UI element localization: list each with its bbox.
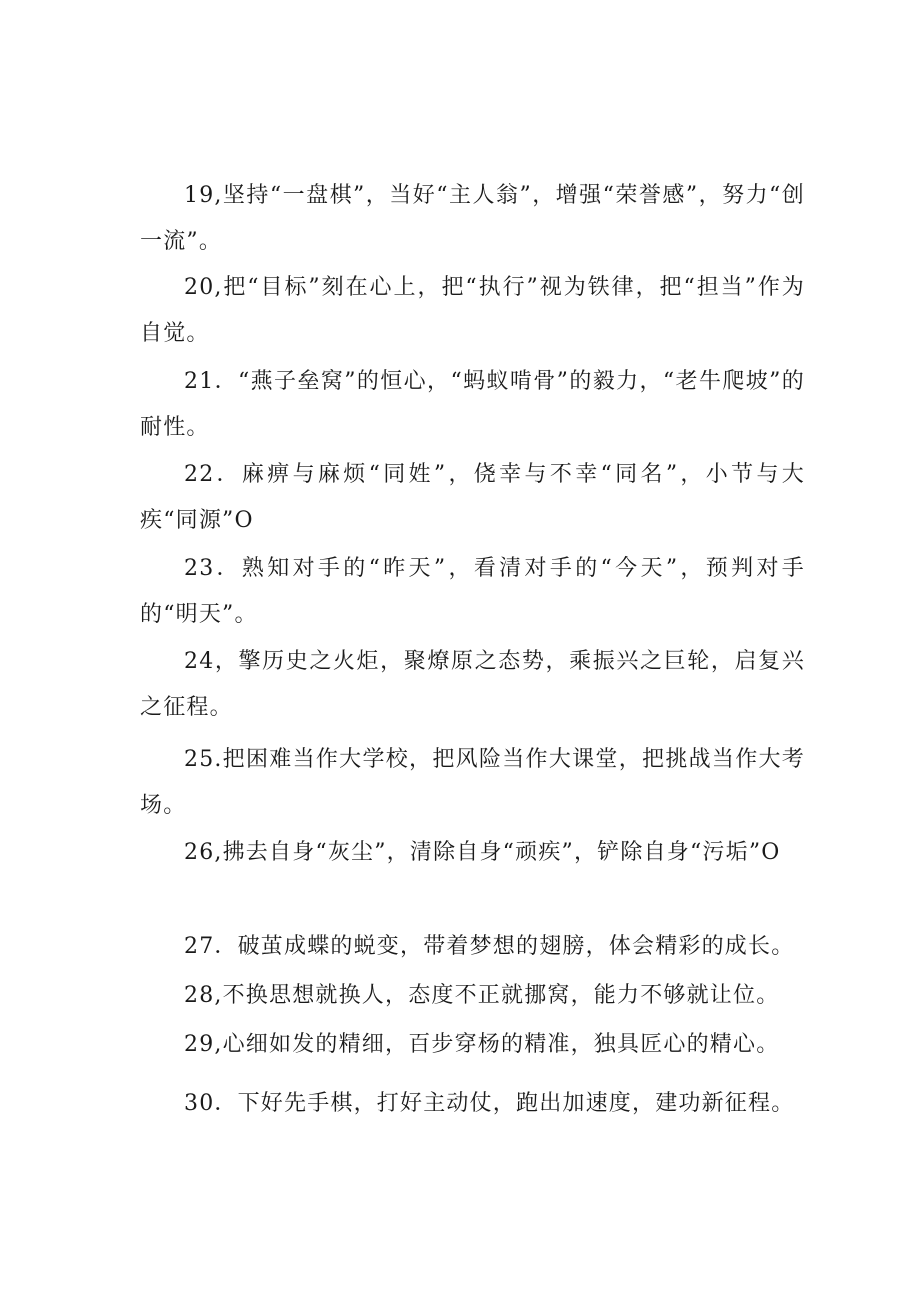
list-item: 23．熟知对手的“昨天”，看清对手的“今天”，预判对手的“明天”。: [140, 556, 805, 627]
list-item: 21．“燕子垒窝”的恒心，“蚂蚁啃骨”的毅力，“老牛爬坡”的耐性。: [140, 369, 805, 440]
list-item: 20,把“目标”刻在心上，把“执行”视为铁律，把“担当”作为自觉。: [140, 275, 805, 346]
list-item: 28,不换思想就换人，态度不正就挪窝，能力不够就让位。: [184, 983, 780, 1008]
list-item: 30．下好先手棋，打好主动仗，跑出加速度，建功新征程。: [184, 1091, 795, 1116]
list-item: 19,坚持“一盘棋”，当好“主人翁”，增强“荣誉感”，努力“创一流”。: [140, 183, 805, 254]
list-item: 24，擎历史之火炬，聚燎原之态势，乘振兴之巨轮，启复兴之征程。: [140, 649, 805, 720]
list-item: 22．麻痹与麻烦“同姓”，侥幸与不幸“同名”，小节与大疾“同源”O: [140, 462, 805, 533]
list-item: 25.把困难当作大学校，把风险当作大课堂，把挑战当作大考场。: [140, 747, 805, 818]
list-item: 26,拂去自身“灰尘”，清除自身“顽疾”，铲除自身“污垢”O: [184, 840, 781, 865]
list-item: 27．破茧成蝶的蜕变，带着梦想的翅膀，体会精彩的成长。: [184, 934, 795, 959]
list-item: 29,心细如发的精细，百步穿杨的精准，独具匠心的精心。: [184, 1032, 780, 1057]
